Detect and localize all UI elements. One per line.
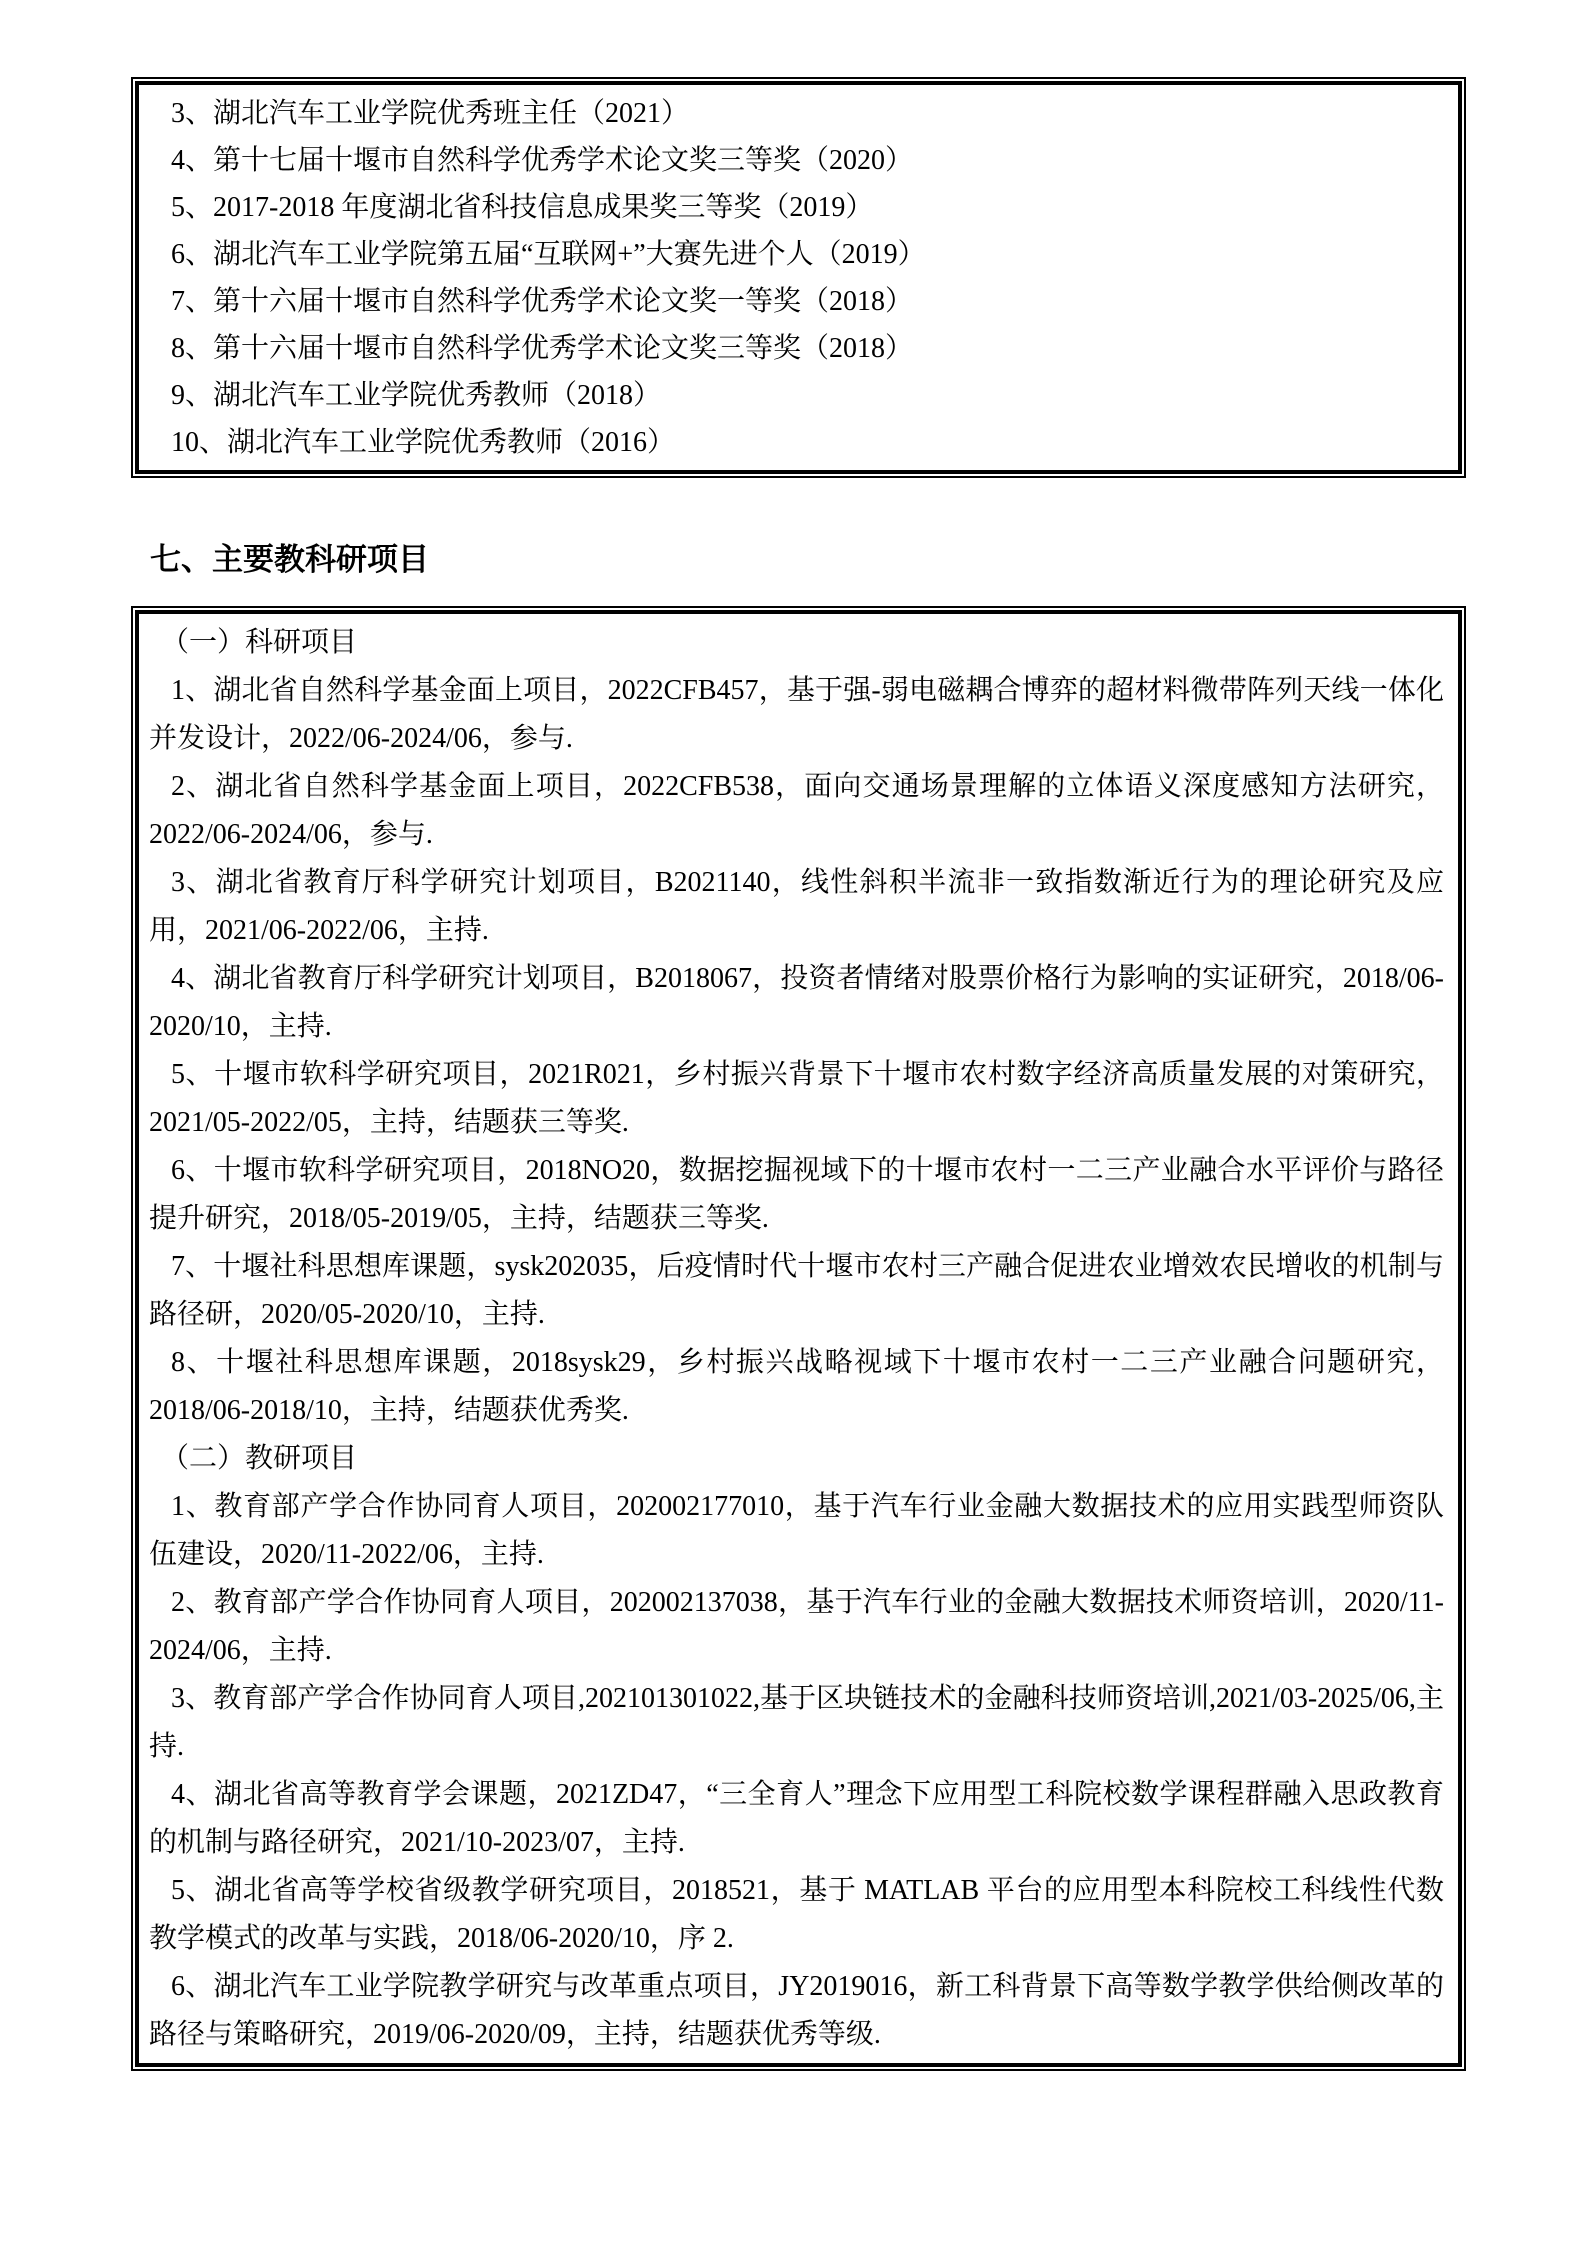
project-item: 4、湖北省教育厅科学研究计划项目，B2018067，投资者情绪对股票价格行为影响的实证研究，2018/06-2020/10，主持. <box>149 963 1444 1042</box>
project-item: 2、教育部产学合作协同育人项目，202002137038，基于汽车行业的金融大数据技术师资培训，2020/11-2024/06，主持. <box>149 1587 1444 1666</box>
award-item: 7、第十六届十堰市自然科学优秀学术论文奖一等奖（2018） <box>171 286 914 317</box>
project-item: 7、十堰社科思想库课题，sysk202035，后疫情时代十堰市农村三产融合促进农业增效农民增收的机制与路径研，2020/05-2020/10，主持. <box>149 1251 1444 1330</box>
award-item: 9、湖北汽车工业学院优秀教师（2018） <box>171 380 662 411</box>
projects-box <box>135 610 1462 2067</box>
project-item: 6、十堰市软科学研究项目，2018NO20，数据挖掘视域下的十堰市农村一二三产业融合水平评价与路径提升研究，2018/05-2019/05，主持，结题获三等奖. <box>149 1155 1444 1234</box>
project-item: 5、十堰市软科学研究项目，2021R021，乡村振兴背景下十堰市农村数字经济高质量发展的对策研究，2021/05-2022/05，主持，结题获三等奖. <box>149 1059 1444 1138</box>
award-item: 3、湖北汽车工业学院优秀班主任（2021） <box>171 98 690 129</box>
project-item: 5、湖北省高等学校省级教学研究项目，2018521，基于 MATLAB 平台的应用型本科院校工科线性代数教学模式的改革与实践，2018/06-2020/10，序 2. <box>149 1875 1444 1954</box>
project-item: 8、十堰社科思想库课题，2018sysk29，乡村振兴战略视域下十堰市农村一二三产业融合问题研究，2018/06-2018/10，主持，结题获优秀奖. <box>149 1347 1444 1426</box>
award-item: 6、湖北汽车工业学院第五届“互联网+”大赛先进个人（2019） <box>171 239 926 270</box>
subsection-label: （二）教研项目 <box>161 1443 358 1474</box>
award-item: 8、第十六届十堰市自然科学优秀学术论文奖三等奖（2018） <box>171 333 914 364</box>
award-item: 10、湖北汽车工业学院优秀教师（2016） <box>171 427 676 458</box>
section-heading: 七、主要教科研项目 <box>150 542 429 577</box>
project-item: 1、湖北省自然科学基金面上项目，2022CFB457，基于强-弱电磁耦合博弈的超材料微带阵列天线一体化并发设计，2022/06-2024/06，参与. <box>149 675 1444 754</box>
project-item: 4、湖北省高等教育学会课题，2021ZD47，“三全育人”理念下应用型工科院校数学课程群融入思政教育的机制与路径研究，2021/10-2023/07，主持. <box>149 1779 1444 1858</box>
project-item: 2、湖北省自然科学基金面上项目，2022CFB538，面向交通场景理解的立体语义深度感知方法研究，2022/06-2024/06，参与. <box>149 771 1444 850</box>
award-item: 4、第十七届十堰市自然科学优秀学术论文奖三等奖（2020） <box>171 145 914 176</box>
project-item: 6、湖北汽车工业学院教学研究与改革重点项目，JY2019016，新工科背景下高等数学教学供给侧改革的路径与策略研究，2019/06-2020/09，主持，结题获优秀等级. <box>149 1971 1444 2050</box>
awards-list <box>139 85 1458 470</box>
project-item: 3、教育部产学合作协同育人项目,202101301022,基于区块链技术的金融科技师资培训,2021/03-2025/06,主持. <box>149 1683 1444 1762</box>
award-item: 5、2017-2018 年度湖北省科技信息成果奖三等奖（2019） <box>171 192 874 223</box>
awards-box <box>135 81 1462 474</box>
subsection-label: （一）科研项目 <box>161 627 358 658</box>
projects-list <box>139 614 1458 2063</box>
project-item: 3、湖北省教育厅科学研究计划项目，B2021140，线性斜积半流非一致指数渐近行为的理论研究及应用，2021/06-2022/06，主持. <box>149 867 1444 946</box>
project-item: 1、教育部产学合作协同育人项目，202002177010，基于汽车行业金融大数据技术的应用实践型师资队伍建设，2020/11-2022/06，主持. <box>149 1491 1444 1570</box>
